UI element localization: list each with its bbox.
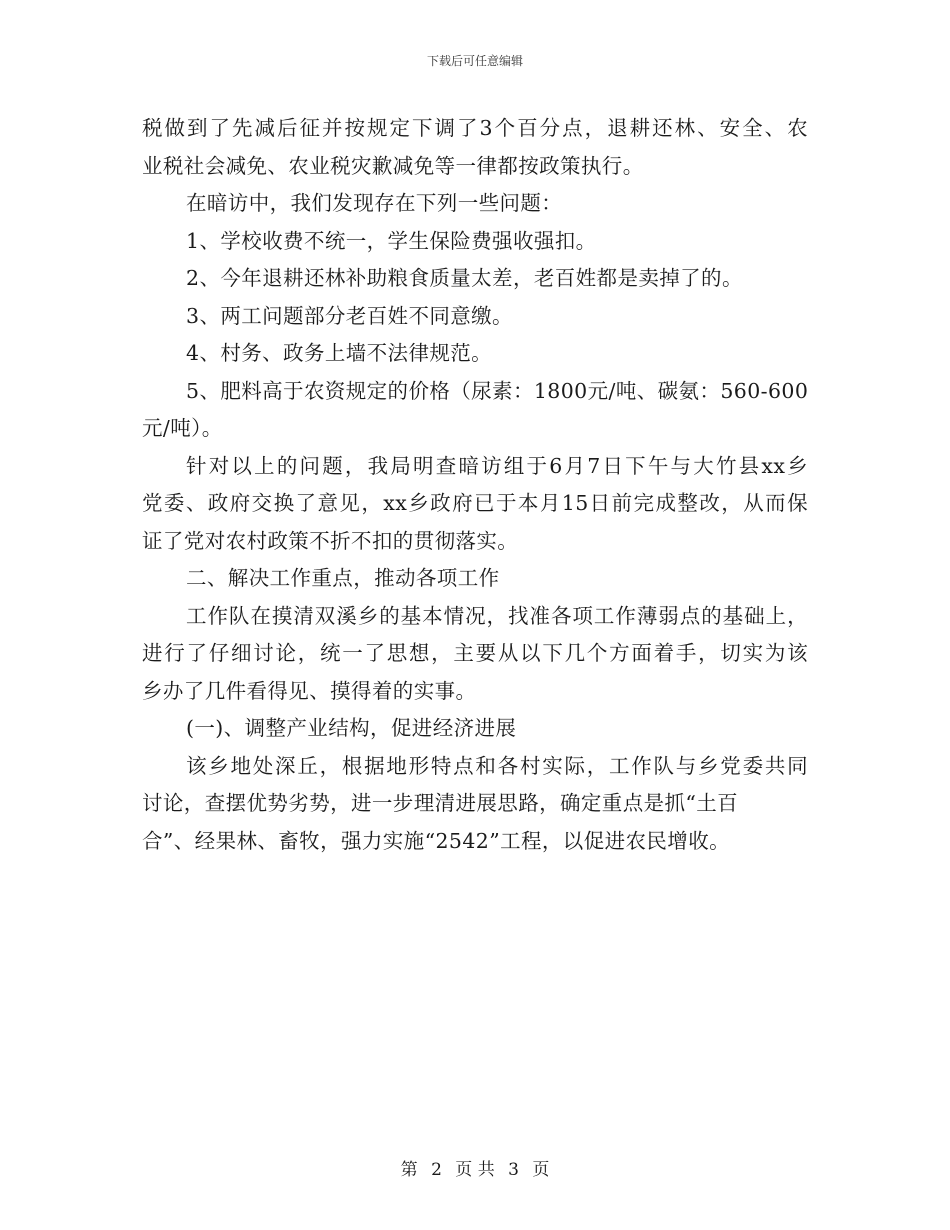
- paragraph-line: 工作队在摸清双溪乡的基本情况，找准各项工作薄弱点的基础上，: [186, 603, 808, 628]
- paragraph-line: 进行了仔细讨论，统一了思想，主要从以下几个方面着手，切实为该: [142, 641, 808, 665]
- page-label-suffix: 页: [532, 1160, 550, 1180]
- paragraph-line: 乡办了几件看得见、摸得着的实事。: [142, 678, 477, 703]
- list-item: 3、两工问题部分老百姓不同意缴。: [186, 303, 513, 328]
- paragraph-line: 在暗访中，我们发现存在下列一些问题：: [186, 191, 563, 215]
- page-footer: [0, 1155, 950, 1180]
- list-item: 5、肥料高于农资规定的价格（尿素：1800元/吨、碳氨：560-600: [186, 378, 809, 403]
- paragraph-line: 该乡地处深丘，根据地形特点和各村实际，工作队与乡党委共同: [186, 753, 808, 778]
- list-item-continuation: 元/吨）。: [142, 416, 223, 440]
- list-item: 4、村务、政务上墙不法律规范。: [186, 341, 493, 365]
- total-pages-number: 3: [508, 1160, 519, 1180]
- page-label-mid: 页 共: [455, 1160, 495, 1180]
- subsection-heading: (一)、调整产业结构，促进经济进展: [186, 716, 517, 740]
- paragraph-line: 合”、经果林、畜牧，强力实施“2542”工程，以促进农民增收。: [142, 828, 731, 853]
- page-label-prefix: 第: [400, 1160, 418, 1180]
- paragraph-line: 业税社会减免、农业税灾歉减免等一律都按政策执行。: [142, 153, 644, 178]
- list-item: 1、学校收费不统一，学生保险费强收强扣。: [186, 228, 597, 253]
- paragraph-line: 证了党对农村政策不折不扣的贯彻落实。: [142, 528, 519, 553]
- paragraph-line: 讨论，查摆优势劣势，进一步理清进展思路，确定重点是抓“土百: [142, 791, 739, 815]
- document-body: [142, 110, 808, 860]
- page-header: 下载后可任意编辑: [426, 54, 523, 68]
- list-item: 2、今年退耕还林补助粮食质量太差，老百姓都是卖掉了的。: [186, 266, 743, 290]
- section-heading: 二、解决工作重点，推动各项工作: [186, 566, 500, 590]
- paragraph-line: 针对以上的问题，我局明查暗访组于6月7日下午与大竹县xx乡: [186, 453, 808, 478]
- paragraph-line: 党委、政府交换了意见，xx乡政府已于本月15日前完成整改，从而保: [142, 491, 808, 515]
- paragraph-line: 税做到了先减后征并按规定下调了3个百分点，退耕还林、安全、农: [142, 116, 808, 140]
- current-page-number: 2: [431, 1160, 442, 1180]
